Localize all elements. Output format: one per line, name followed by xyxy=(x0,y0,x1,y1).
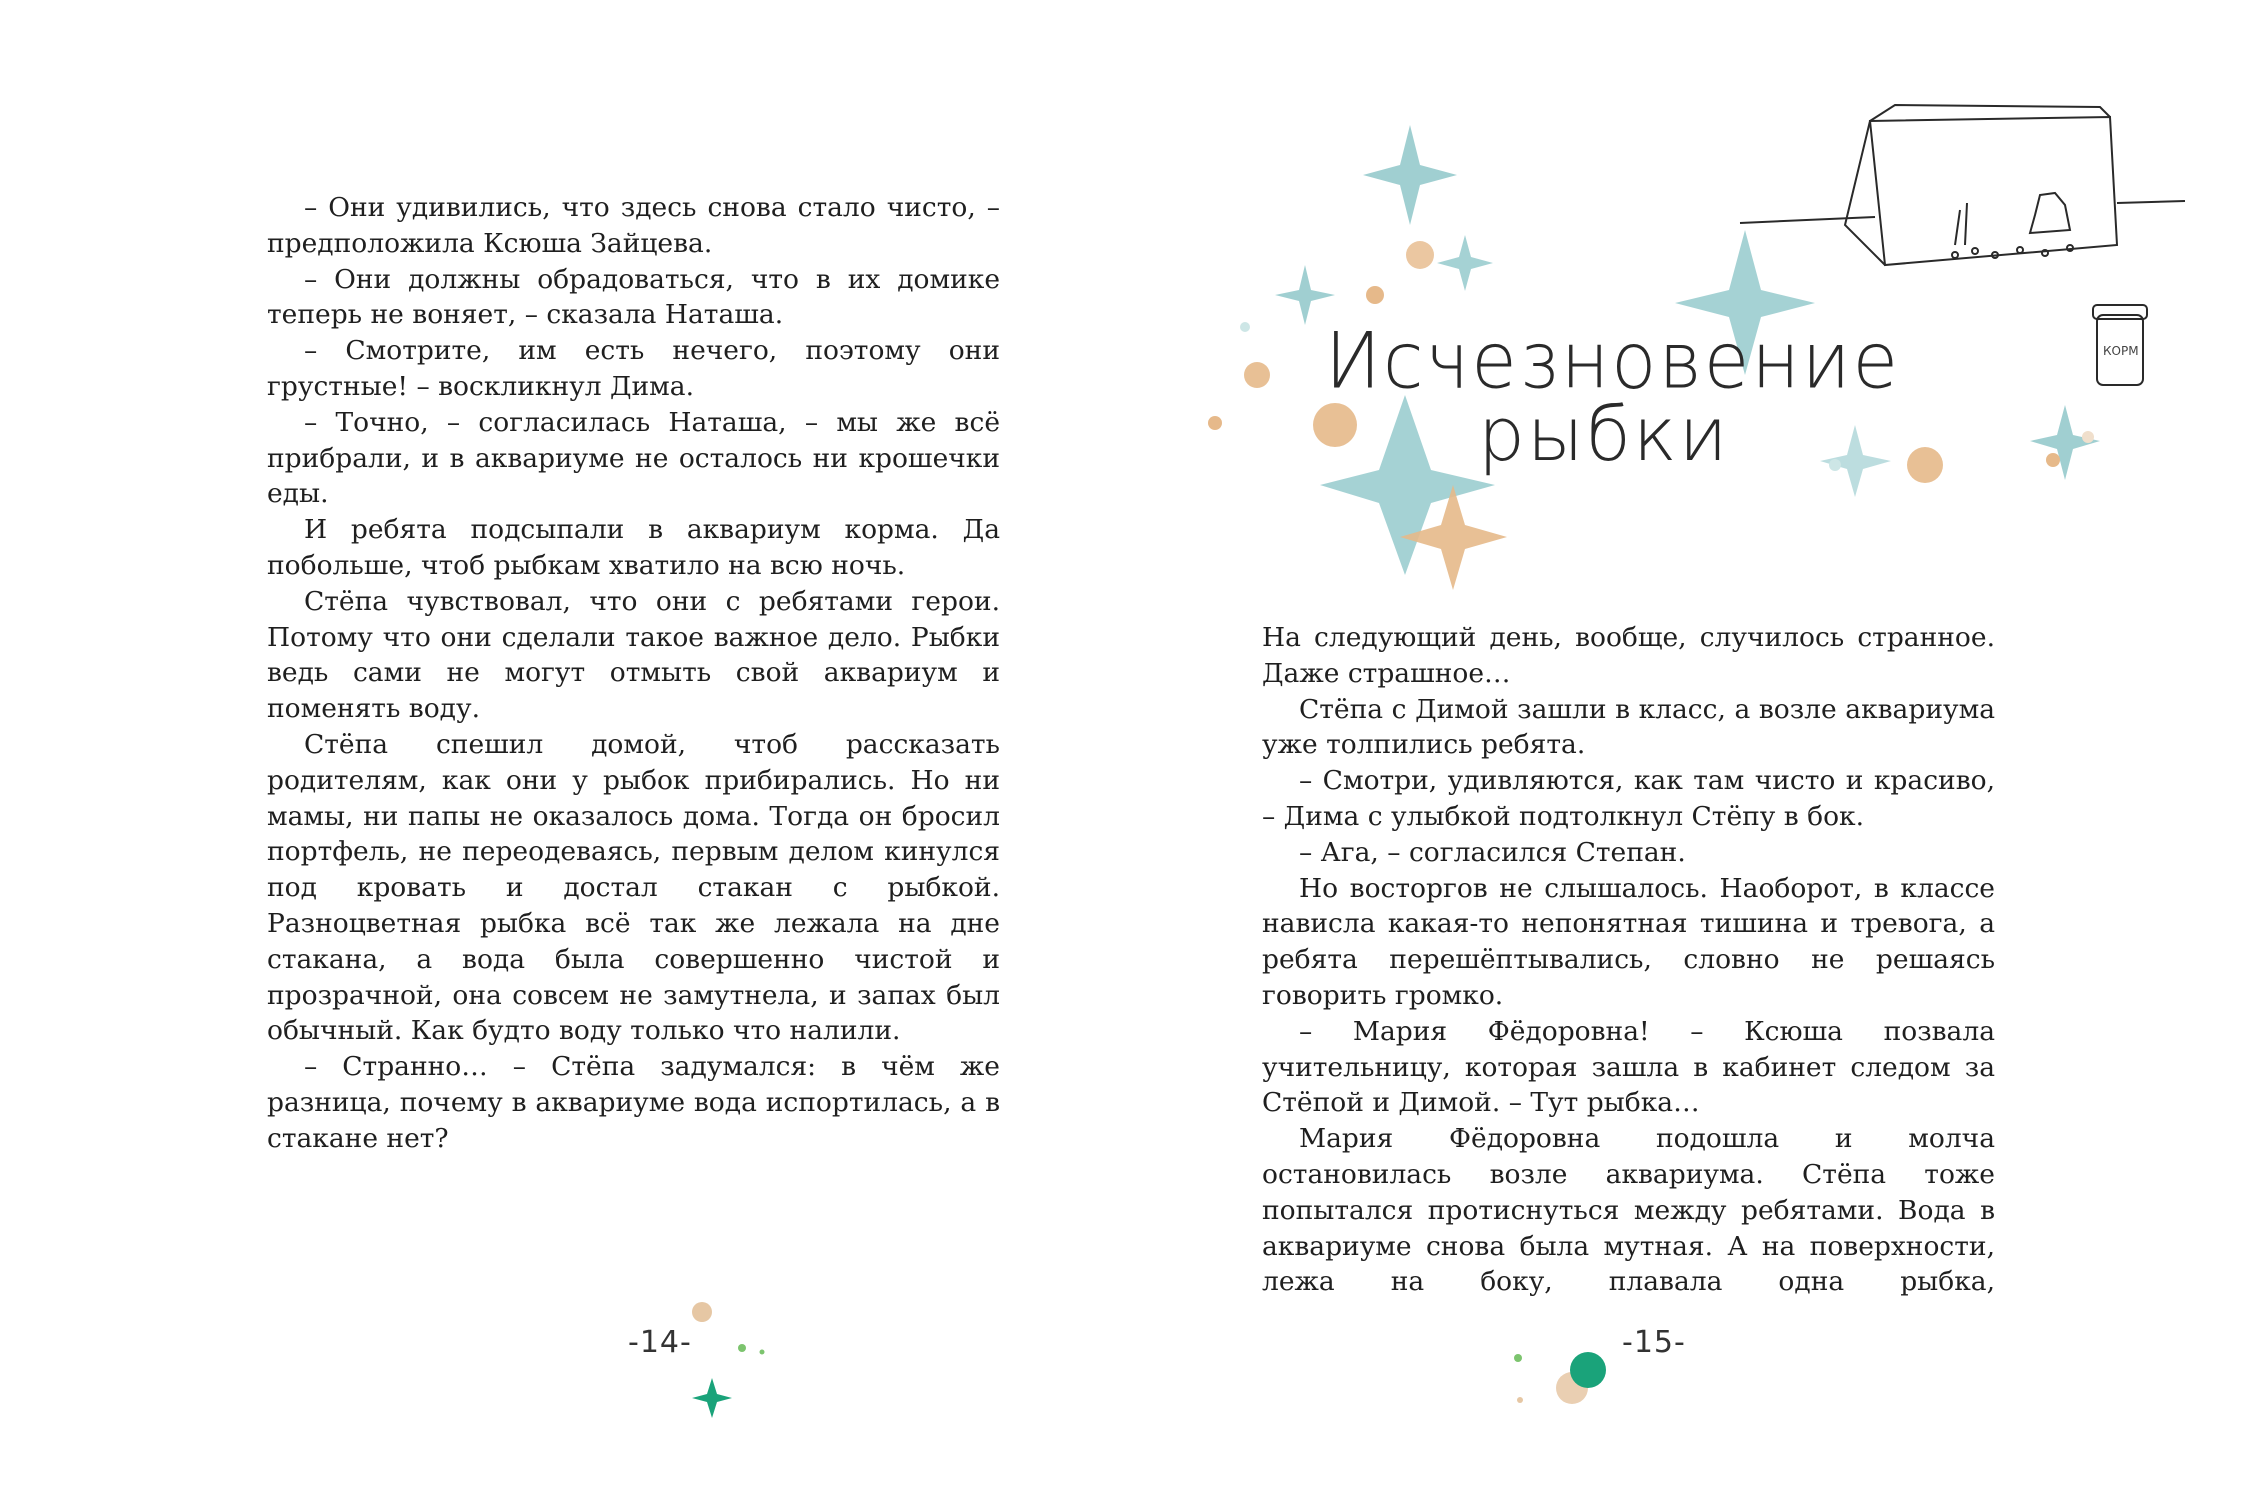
dot-icon xyxy=(738,1344,746,1352)
paragraph: – Они удивились, что здесь снова стало чисто, – предположила Ксюша Зайцева. xyxy=(267,192,1000,259)
paragraph: – Смотри, удивляются, как там чисто и красиво, – Дима с улыбкой подтолкнул Стёпу в бок. xyxy=(1262,765,1995,832)
chapter-title-second-line: рыбки xyxy=(1478,392,1730,478)
paragraph: – Ага, – согласился Степан. xyxy=(1299,836,1686,868)
paragraph: – Они должны обрадоваться, что в их домике теперь не воняет, – сказала Наташа. xyxy=(267,263,1000,331)
paragraph: И ребята подсыпали в аквариум корма. Да побольше, чтоб рыбкам хватило на всю ночь. xyxy=(267,514,1000,581)
dot-icon xyxy=(1406,241,1434,269)
aquarium-icon xyxy=(1740,105,2185,265)
chapter-title: Исчезновение xyxy=(1325,315,1900,407)
sparkle-decoration xyxy=(660,1290,780,1430)
paragraph: Мария Фёдоровна подошла и молча остановилась возле аквариума. Стёпа тоже попытался протиснуться между ребятами. Вода в аквариуме снова была мутная. А на поверхности, лежа на боку, плавала одна рыбка, xyxy=(1262,1123,1995,1298)
dot-icon xyxy=(1514,1354,1522,1362)
dot-icon xyxy=(1366,286,1384,304)
dot-icon xyxy=(760,1350,765,1355)
paragraph: На следующий день, вообще, случилось странное. Даже страшное… xyxy=(1262,622,1995,689)
paragraph: Но восторгов не слышалось. Наоборот, в классе нависла какая-то непонятная тишина и тревога, а ребята перешёптывались, словно не решаясь говорить громко. xyxy=(1262,872,1995,1011)
dot-icon xyxy=(1313,403,1357,447)
paragraph: – Странно… – Стёпа задумался: в чём же разница, почему в аквариуме вода испортилась, а в стакане нет? xyxy=(267,1051,1000,1154)
dot-icon xyxy=(692,1302,712,1322)
page-number: -15- xyxy=(1622,1325,1686,1360)
paragraph: – Смотрите, им есть нечего, поэтому они грустные! – воскликнул Дима. xyxy=(267,335,1000,402)
left-page-text xyxy=(267,190,1000,1157)
star-icon xyxy=(1437,235,1493,291)
paragraph: – Точно, – согласилась Наташа, – мы же всё прибрали, и в аквариуме не осталось ни крошечки еды. xyxy=(267,406,1000,510)
dots-decoration xyxy=(1510,1340,1600,1420)
star-icon xyxy=(1363,125,1457,225)
paragraph: Стёпа спешил домой, чтоб рассказать родителям, как они у рыбок прибирались. Но ни мамы, ни папы не оказалось дома. Тогда он бросил портфель, не переодеваясь, первым делом кинулся под кровать и достал стакан с рыбкой. Разноцветная рыбка всё так же лежала на дне стакана, а вода была совершенно чистой и прозрачной, она совсем не замутнела, и запах был обычный. Как будто воду только что налили. xyxy=(267,728,1000,1047)
right-page-text xyxy=(1262,620,1995,1300)
dot-icon xyxy=(1517,1397,1523,1403)
left-page xyxy=(0,0,1122,1506)
dot-icon xyxy=(1829,459,1841,471)
dot-icon xyxy=(2046,453,2060,467)
dot-icon xyxy=(1570,1352,1606,1388)
paragraph: – Мария Фёдоровна! – Ксюша позвала учительницу, которая зашла в кабинет следом за Стёпой и Димой. – Тут рыбка… xyxy=(1262,1015,1995,1119)
dot-icon xyxy=(1907,447,1943,483)
dot-icon xyxy=(1240,322,1250,332)
dot-icon xyxy=(2082,431,2094,443)
paragraph: Стёпа с Димой зашли в класс, а возле аквариума уже толпились ребята. xyxy=(1262,693,1995,761)
page-number: -14- xyxy=(628,1325,692,1360)
dot-icon xyxy=(1208,416,1222,430)
paragraph: Стёпа чувствовал, что они с ребятами герои. Потому что они сделали такое важное дело. Рыбки ведь сами не могут отмыть свой аквариум и поменять воду. xyxy=(267,585,1000,725)
food-jar-label: КОРМ xyxy=(2103,344,2139,358)
star-icon xyxy=(692,1378,732,1418)
dot-icon xyxy=(1244,362,1270,388)
